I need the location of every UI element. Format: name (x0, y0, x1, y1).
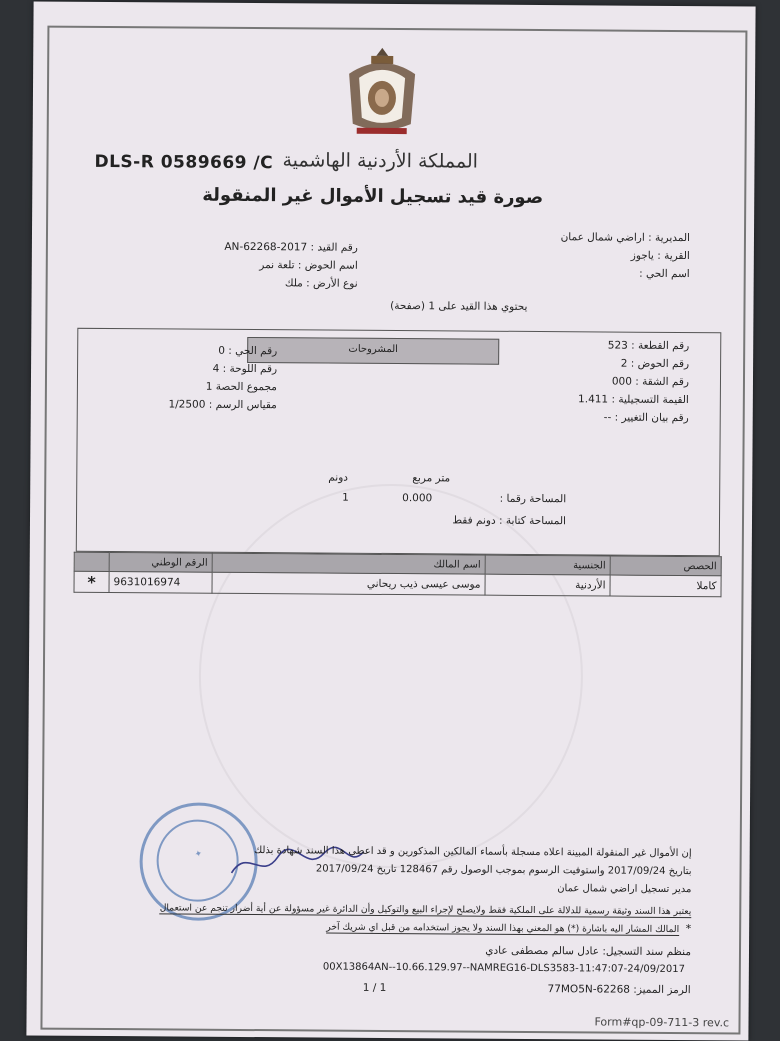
certification-line-1: إن الأموال غير المنقولة المبينة اعلاه مسجلة بأسماء المالكين المذكورين و قد اعطي هذا السند شهادة بذلك (253, 845, 692, 860)
district-name: اسم الحي : (639, 267, 690, 281)
map-scale: مقياس الرسم : 1/2500 (168, 398, 277, 412)
document-number: DLS-R 0589669 /C (94, 151, 274, 174)
area-numeric-label: المساحة رقما : (499, 492, 567, 506)
area-written: المساحة كتابة : دونم فقط (452, 514, 567, 528)
owners-table (73, 552, 721, 598)
nationality-header: الجنسية (485, 555, 610, 575)
certification-line-2: بتاريخ 2017/09/24 واستوفيت الرسوم بموجب الوصول رقم 128467 تاريخ 2017/09/24 (315, 863, 692, 878)
document-title: صورة قيد تسجيل الأموال غير المنقولة (202, 184, 544, 209)
owner-name-cell: موسى عيسى ذيب ريحاني (212, 572, 485, 595)
village: القرية : ياجوز (630, 249, 690, 263)
legal-note-2: المالك المشار اليه باشارة (*) هو المعني بهذا السند ولا يجوز استخدامه من قبل اي شريك آخر (326, 921, 680, 936)
basin-number: رقم الحوض : 2 (620, 357, 690, 371)
directorate: المديرية : اراضي شمال عمان (560, 231, 691, 245)
pages-count: يحتوي هذا القيد على 1 (صفحة) (390, 299, 528, 313)
registration-office: مدير تسجيل اراضي شمال عمان (557, 883, 692, 896)
registration-value: القيمة التسجيلية : 1.411 (578, 393, 689, 407)
coat-of-arms-icon (345, 44, 420, 143)
change-statement-number: رقم بيان التغيير : -- (603, 411, 689, 425)
land-type: نوع الأرض : ملك (284, 277, 358, 290)
record-number: رقم القيد : 2017-AN-62268 (224, 240, 358, 254)
share-header: الحصص (610, 556, 721, 576)
official-stamp: ✦ (139, 802, 258, 921)
marker-header (74, 552, 109, 571)
organizer: منظم سند التسجيل: عادل سالم مصطفى عادي (485, 944, 692, 959)
national-id-cell: 9631016974 (109, 572, 212, 594)
trace-line: 00X13864AN--10.66.129.97--NAMREG16-DLS3583-11:47:07-24/09/2017 (322, 961, 685, 976)
basin-name: اسم الحوض : تلعة نمر (259, 259, 358, 272)
area-dunum-value: 1 (342, 491, 349, 504)
document-paper (26, 1, 755, 1040)
form-number: Form#qp-09-711-3 rev.c (594, 1015, 730, 1030)
legal-note-1: يعتبر هذا السند وثيقة رسمية للدلالة على الملكية فقط ولايصلح لإجراء البيع والتوكيل وأن الدائرة غير مسؤولة عن أية أضرار تنجم عن استعمال (159, 902, 692, 918)
table-row (74, 571, 721, 597)
nationality-cell: الأردنية (485, 574, 610, 596)
area-m2-value: 0.000 (402, 492, 433, 505)
projects-header: المشروحات (247, 337, 499, 365)
owner-name-header: اسم المالك (212, 553, 485, 574)
shares-total: مجموع الحصة 1 (205, 380, 277, 394)
district-number: رقم الحي : 0 (218, 344, 278, 358)
apartment-number: رقم الشقة : 000 (611, 375, 690, 389)
legal-note-star: * (685, 922, 692, 936)
unique-code: الرمز المميز: 62268-77MO5N (547, 983, 691, 997)
board-number: رقم اللوحة : 4 (212, 362, 278, 376)
area-unit-dunum: دونم (328, 471, 349, 484)
page-indicator: 1 / 1 (362, 981, 387, 994)
area-unit-m2: متر مربع (412, 472, 451, 485)
national-id-header: الرقم الوطني (109, 553, 212, 573)
plot-number: رقم القطعة : 523 (607, 339, 690, 353)
share-cell: كاملا (610, 575, 721, 597)
kingdom-title: المملكة الأردنية الهاشمية (282, 149, 479, 173)
owner-marker: * (74, 571, 109, 592)
